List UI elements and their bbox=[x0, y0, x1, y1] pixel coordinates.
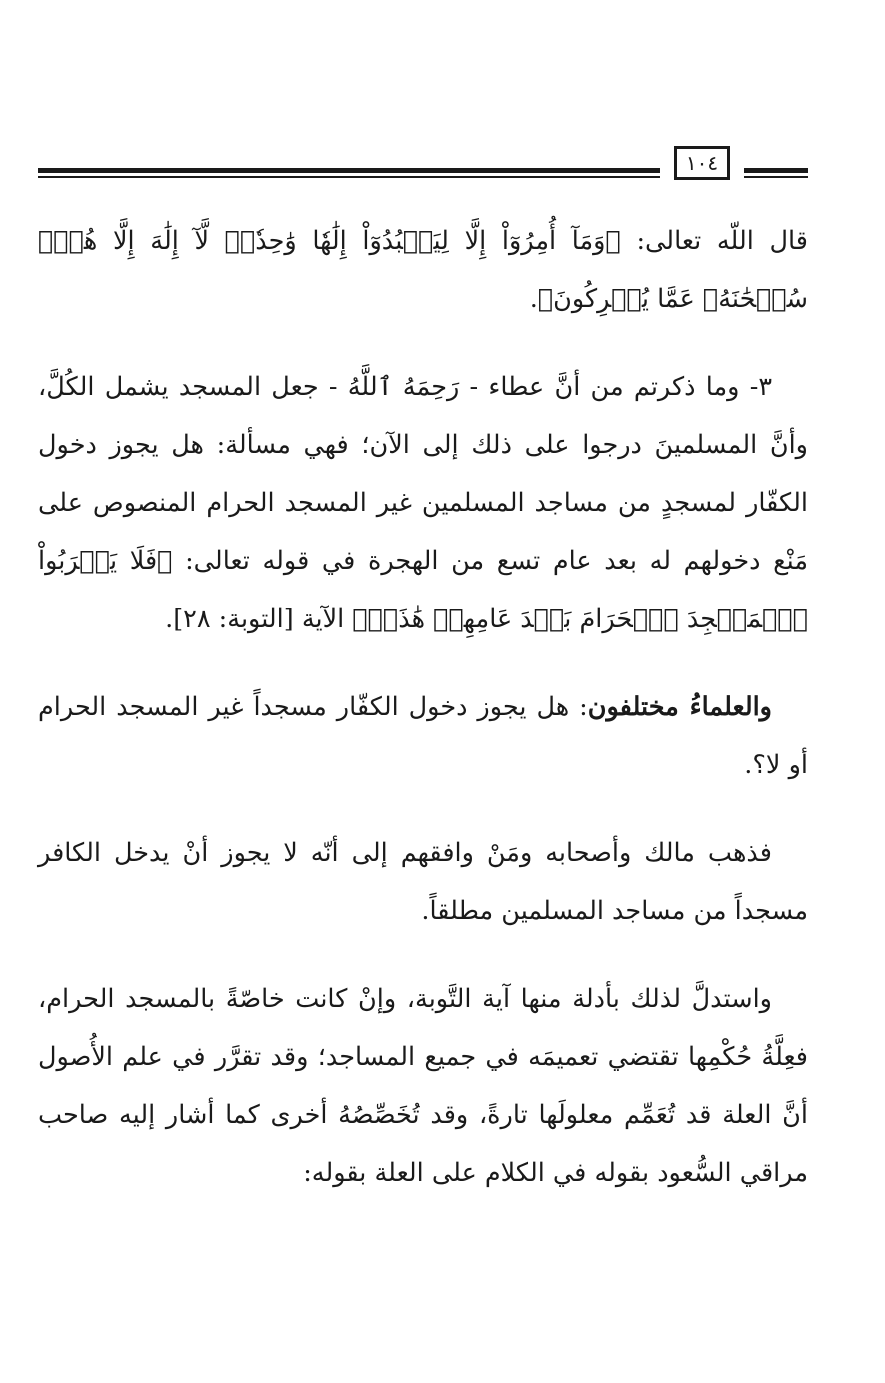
paragraph-point-3 bbox=[38, 358, 808, 648]
paragraph-text: - جعل المسجد يشمل الكُلَّ، وأنَّ المسلمينَ درجوا على ذلك إلى الآن؛ فهي مسألة: هل يجوز دخول الكفّار لمسجدٍ من مساجد المسلمين غير المسجد الحرام المنصوص على مَنْع دخولهم له بعد عام تسع من الهجرة في قوله تعالى: bbox=[38, 372, 809, 576]
paragraph-text: واستدلَّ لذلك بأدلة منها آية التَّوبة، وإنْ كانت خاصّةً بالمسجد الحرام، فعِلَّةُ حُكْمِها تقتضي تعميمَه في جميع المساجد؛ وقد تقرَّر في علم الأُصول أنَّ العلة قد تُعَمِّم معلولَها تارةً، وقد تُخَصِّصُهُ أخرى كما أشار إليه صاحب مراقي السُّعود بقوله في الكلام على العلة بقوله: bbox=[38, 984, 808, 1188]
paragraph-text: : هل يجوز دخول الكفّار مسجداً غير المسجد الحرام أو لا؟. bbox=[38, 692, 808, 780]
verse-reference: الآية [التوبة: ٢٨]. bbox=[165, 604, 353, 634]
verse-tail: . bbox=[529, 284, 538, 314]
quran-quote: ﴿فَلَا يَقۡرَبُواْ ٱلۡمَسۡجِدَ ٱلۡحَرَامَ بَعۡدَ عَامِهِمۡ هَٰذَاۚ﴾ bbox=[38, 546, 808, 634]
verse-intro: قال اللّه تعالى: bbox=[620, 226, 808, 256]
page-header bbox=[38, 146, 808, 186]
page-number-label: ١٠٤ bbox=[685, 151, 719, 175]
paragraph-evidence bbox=[38, 970, 808, 1202]
page-number bbox=[674, 146, 730, 180]
honorific: رَحِمَهُ ٱللَّهُ bbox=[347, 372, 460, 402]
paragraph-text: ٣- وما ذكرتم من أنَّ عطاء - bbox=[459, 372, 773, 402]
paragraph-verse-1 bbox=[38, 212, 808, 328]
header-rule-short bbox=[744, 168, 808, 180]
paragraph-text: فذهب مالك وأصحابه ومَنْ وافقهم إلى أنّه لا يجوز أنْ يدخل الكافر مسجداً من مساجد المسلمين مطلقاً. bbox=[38, 838, 808, 926]
quran-quote: ﴿وَمَآ أُمِرُوٓاْ إِلَّا لِيَعۡبُدُوٓاْ إِلَٰهٗا وَٰحِدٗاۖ لَّآ إِلَٰهَ إِلَّا هُوَۚ سُبۡحَٰنَهُۥ عَمَّا يُشۡرِكُونَ﴾ bbox=[38, 226, 808, 314]
page-body bbox=[38, 212, 808, 1232]
paragraph-malik bbox=[38, 824, 808, 940]
bold-heading: والعلماءُ مختلفون bbox=[587, 692, 772, 722]
header-rule-long bbox=[38, 168, 660, 180]
paragraph-scholars bbox=[38, 678, 808, 794]
